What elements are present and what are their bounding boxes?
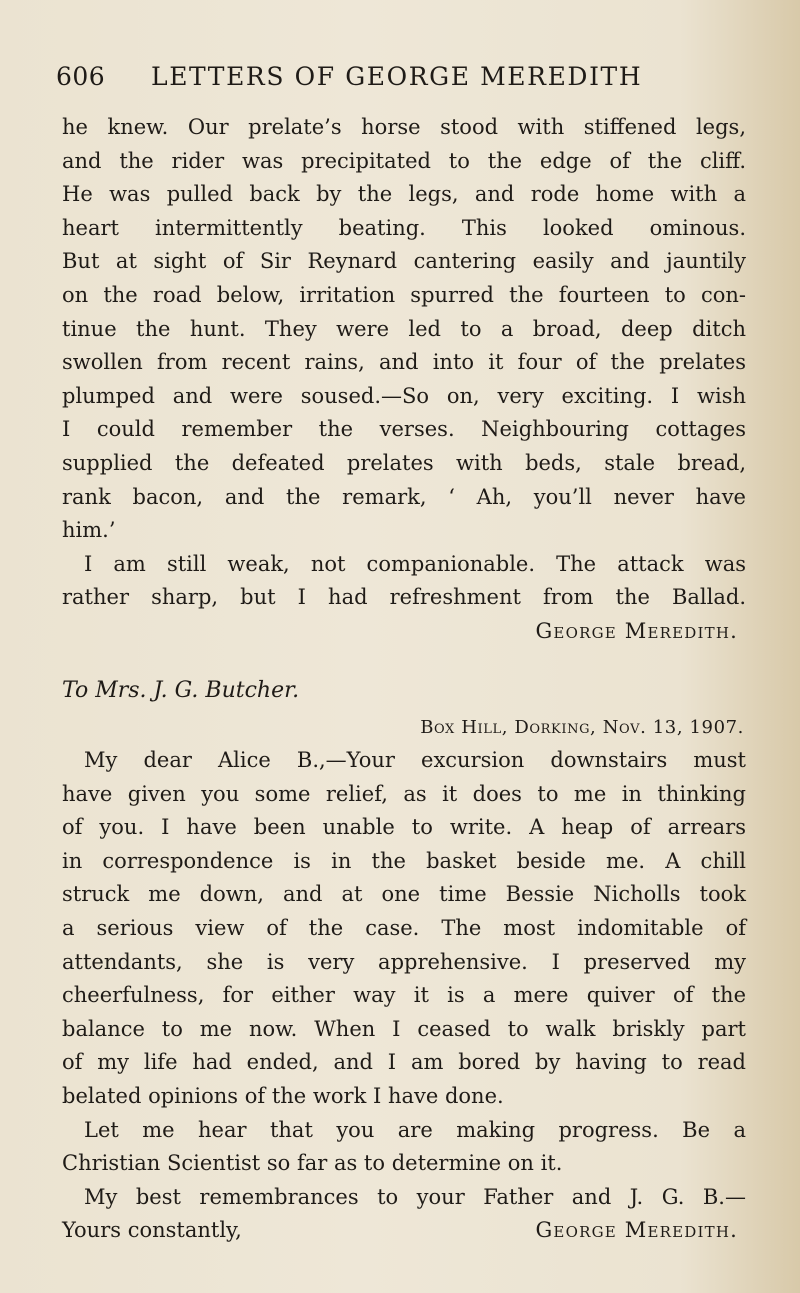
dateline: Box Hill, Dorking, Nov. 13, 1907. (420, 716, 744, 738)
signature: George Meredith. (535, 1218, 738, 1243)
text-line: heart intermittently beating. This looked ominous. (62, 215, 746, 240)
text-line: plumped and were soused.—So on, very exciting. I wish (62, 383, 746, 408)
text-line: belated opinions of the work I have done. (62, 1084, 504, 1109)
text-line: struck me down, and at one time Bessie Nicholls took (62, 882, 746, 907)
closing-line (62, 1214, 746, 1248)
text-line: in correspondence is in the basket beside me. A chill (62, 848, 746, 873)
text-line: he knew. Our prelate’s horse stood with stiffened legs, (62, 115, 746, 139)
section-gap (84, 649, 746, 671)
text-line: of you. I have been unable to write. A heap of arrears (62, 815, 746, 840)
page-text (62, 111, 746, 1248)
text-line: I could remember the verses. Neighbouring cottages (62, 417, 746, 442)
text-line: of my life had ended, and I am bored by having to read (62, 1050, 746, 1075)
text-line: on the road below, irritation spurred the fourteen to con- (62, 282, 746, 307)
page-header (56, 62, 746, 96)
text-line: him.’ (62, 518, 116, 543)
text-line: attendants, she is very apprehensive. I preserved my (62, 949, 746, 974)
text-line: Christian Scientist so far as to determine on it. (62, 1151, 563, 1176)
page-number: 606 (56, 62, 106, 91)
text-line: My dear Alice B.,—Your excursion downstairs must (84, 748, 746, 773)
text-line: He was pulled back by the legs, and rode home with a (62, 182, 746, 207)
closing: Yours constantly, (62, 1218, 242, 1243)
text-line: I am still weak, not companionable. The attack was (84, 551, 746, 576)
text-line: tinue the hunt. They were led to a broad, deep ditch (62, 316, 746, 341)
text-line: supplied the defeated prelates with beds, stale bread, (62, 450, 746, 475)
text-line: balance to me now. When I ceased to walk briskly part (62, 1016, 746, 1041)
addressee: To Mrs. J. G. Butcher. (62, 677, 300, 703)
text-line: rank bacon, and the remark, ‘ Ah, you’ll never have (62, 484, 746, 509)
text-line: rather sharp, but I had refreshment from the Ballad. (62, 585, 746, 610)
text-line: and the rider was precipitated to the edge of the cliff. (62, 148, 746, 173)
signature: George Meredith. (535, 618, 738, 643)
text-line: But at sight of Sir Reynard cantering easily and jauntily (62, 249, 746, 274)
running-head: LETTERS OF GEORGE MEREDITH (151, 62, 643, 91)
text-line: swollen from recent rains, and into it four of the prelates (62, 350, 746, 375)
text-line: My best remembrances to your Father and J. G. B.— (84, 1184, 746, 1209)
text-line: Let me hear that you are making progress. Be a (84, 1117, 746, 1142)
text-line: have given you some relief, as it does to me in thinking (62, 781, 746, 806)
text-line: a serious view of the case. The most indomitable of (62, 916, 746, 941)
text-line: cheerfulness, for either way it is a mere quiver of the (62, 983, 746, 1008)
